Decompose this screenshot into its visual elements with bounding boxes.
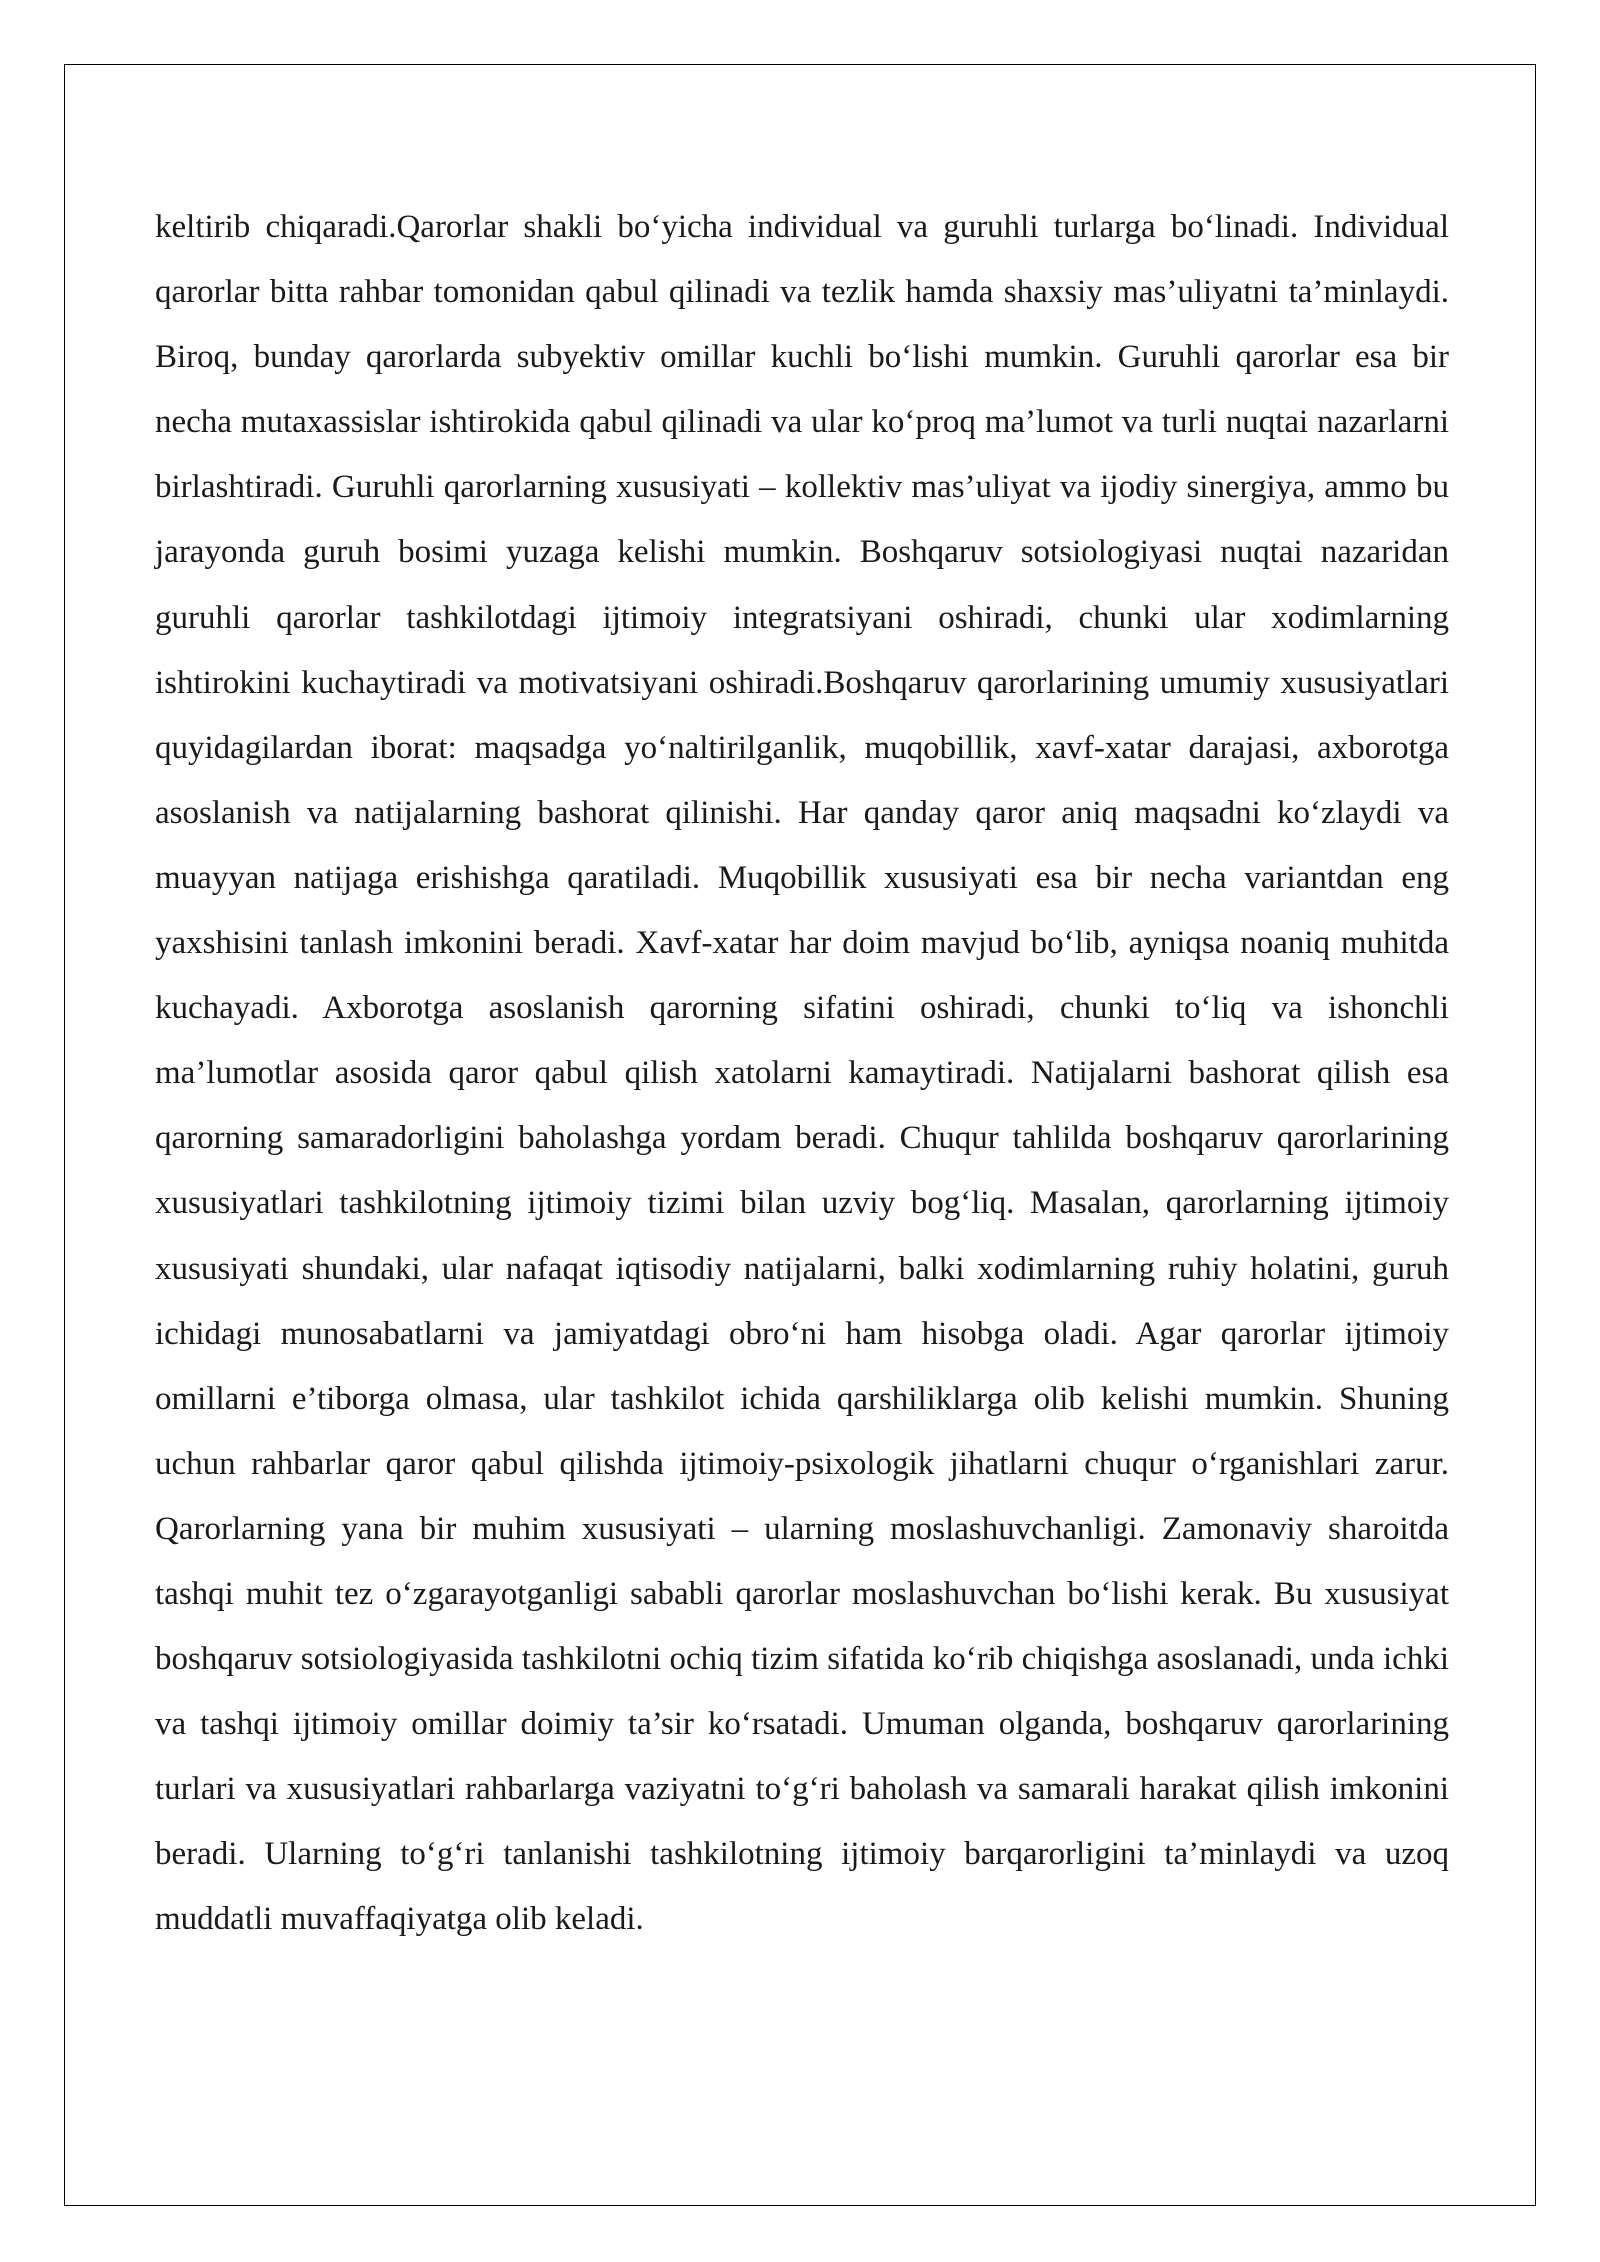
page-frame xyxy=(64,64,1536,2206)
body-paragraph: keltirib chiqaradi.Qarorlar shakli bo‘yicha individual va guruhli turlarga bo‘linadi. Individual qarorlar bitta rahbar tomonidan qabul qilinadi va tezlik hamda shaxsiy mas’uliyatni ta’minlaydi. Biroq, bunday qarorlarda subyektiv omillar kuchli bo‘lishi mumkin. Guruhli qarorlar esa bir necha mutaxassislar ishtirokida qabul qilinadi va ular ko‘proq ma’lumot va turli nuqtai nazarlarni birlashtiradi. Guruhli qarorlarning xususiyati – kollektiv mas’uliyat va ijodiy sinergiya, ammo bu jarayonda guruh bosimi yuzaga kelishi mumkin. Boshqaruv sotsiologiyasi nuqtai nazaridan guruhli qarorlar tashkilotdagi ijtimoiy integratsiyani oshiradi, chunki ular xodimlarning ishtirokini kuchaytiradi va motivatsiyani oshiradi.Boshqaruv qarorlarining umumiy xususiyatlari quyidagilardan iborat: maqsadga yo‘naltirilganlik, muqobillik, xavf-xatar darajasi, axborotga asoslanish va natijalarning bashorat qilinishi. Har qanday qaror aniq maqsadni ko‘zlaydi va muayyan natijaga erishishga qaratiladi. Muqobillik xususiyati esa bir necha variantdan eng yaxshisini tanlash imkonini beradi. Xavf-xatar har doim mavjud bo‘lib, ayniqsa noaniq muhitda kuchayadi. Axborotga asoslanish qarorning sifatini oshiradi, chunki to‘liq va ishonchli ma’lumotlar asosida qaror qabul qilish xatolarni kamaytiradi. Natijalarni bashorat qilish esa qarorning samaradorligini baholashga yordam beradi. Chuqur tahlilda boshqaruv qarorlarining xususiyatlari tashkilotning ijtimoiy tizimi bilan uzviy bog‘liq. Masalan, qarorlarning ijtimoiy xususiyati shundaki, ular nafaqat iqtisodiy natijalarni, balki xodimlarning ruhiy holatini, guruh ichidagi munosabatlarni va jamiyatdagi obro‘ni ham hisobga oladi. Agar qarorlar ijtimoiy omillarni e’tiborga olmasa, ular tashkilot ichida qarshiliklarga olib kelishi mumkin. Shuning uchun rahbarlar qaror qabul qilishda ijtimoiy-psixologik jihatlarni chuqur o‘rganishlari zarur. Qarorlarning yana bir muhim xususiyati – ularning moslashuvchanligi. Zamonaviy sharoitda tashqi muhit tez o‘zgarayotganligi sababli qarorlar moslashuvchan bo‘lishi kerak. Bu xususiyat boshqaruv sotsiologiyasida tashkilotni ochiq tizim sifatida ko‘rib chiqishga asoslanadi, unda ichki va tashqi ijtimoiy omillar doimiy ta’sir ko‘rsatadi. Umuman olganda, boshqaruv qarorlarining turlari va xususiyatlari rahbarlarga vaziyatni to‘g‘ri baholash va samarali harakat qilish imkonini beradi. Ularning to‘g‘ri tanlanishi tashkilotning ijtimoiy barqarorligini ta’minlaydi va uzoq muddatli muvaffaqiyatga olib keladi. xyxy=(155,209,1449,1938)
